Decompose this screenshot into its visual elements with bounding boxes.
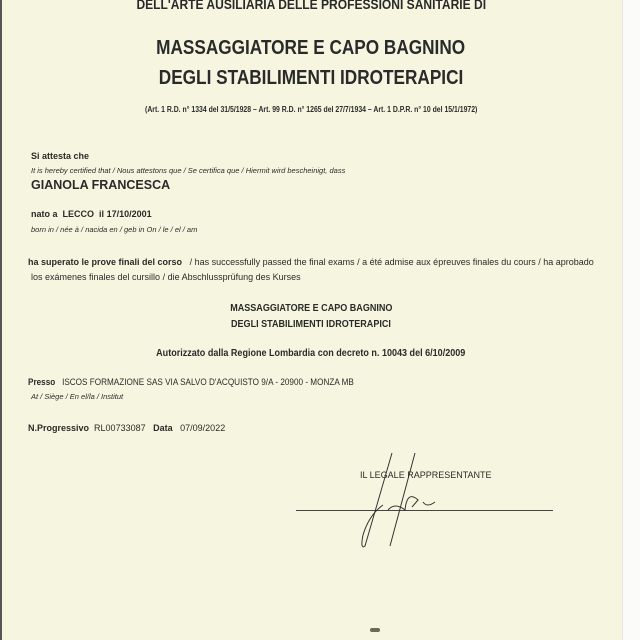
data-value: 07/09/2022	[180, 423, 226, 433]
presso-translation: At / Siège / En el/la / Institut	[31, 392, 124, 401]
born-date-label: il	[99, 209, 105, 219]
passed-translation-2: los exámenes finales del cursillo / die Abschlussprüfung des Kurses	[31, 272, 301, 282]
born-place: LECCO	[62, 209, 95, 219]
course-line2	[0, 318, 622, 330]
born-label: nato a	[31, 209, 58, 219]
authorization-line	[0, 347, 622, 359]
attest-label: Si attesta che	[31, 151, 90, 161]
presso-label: Presso	[28, 377, 56, 388]
passed-label: ha superato le prove finali del corso	[28, 257, 183, 267]
legal-references	[0, 105, 622, 114]
born-translation: born in / née à / nacida en / geb in On / le / el / am	[31, 225, 198, 234]
legal-references-text: (Art. 1 R.D. n° 1334 del 31/5/1928 – Art. 99 R.D. n° 1265 del 27/7/1934 – Art. 1 D.P.R. n° 10 del 15/1/1972)	[144, 105, 478, 114]
scan-edge-right	[622, 0, 640, 640]
certificate-title-line2	[0, 67, 622, 90]
signature-label: IL LEGALE RAPPRESENTANTE	[360, 470, 492, 480]
progressivo-label: N.Progressivo	[28, 423, 90, 433]
title-line1-text: MASSAGGIATORE E CAPO BAGNINO	[156, 37, 466, 59]
handwritten-signature	[355, 450, 465, 550]
birth-line	[31, 209, 152, 219]
progressivo-line	[28, 423, 225, 433]
course-line2-text: DEGLI STABILIMENTI IDROTERAPICI	[231, 318, 391, 330]
title-line2-text: DEGLI STABILIMENTI IDROTERAPICI	[158, 67, 464, 89]
passed-translation-1: / has successfully passed the final exams / a été admise aux épreuves finales du cours / ha aprobado	[189, 257, 594, 267]
passed-line	[28, 257, 594, 267]
recipient-name: GIANOLA FRANCESCA	[31, 178, 171, 192]
authorization-text: Autorizzato dalla Regione Lombardia con decreto n. 10043 del 6/10/2009	[156, 347, 466, 359]
data-label: Data	[153, 423, 173, 433]
born-date: 17/10/2001	[106, 209, 152, 219]
attest-translation: It is hereby certified that / Nous attestons que / Se certifica que / Hiermit wird bescheinigt, dass	[31, 166, 346, 175]
course-line1	[0, 302, 622, 314]
progressivo-value: RL00733087	[94, 423, 146, 433]
header-top-line	[0, 0, 622, 12]
header-top-text: DELL'ARTE AUSILIARIA DELLE PROFESSIONI SANITARIE DI	[136, 0, 486, 12]
presso-value: ISCOS FORMAZIONE SAS VIA SALVO D'ACQUISTO 9/A - 20900 - MONZA MB	[62, 377, 354, 388]
scan-speck	[370, 628, 380, 632]
course-line1-text: MASSAGGIATORE E CAPO BAGNINO	[229, 302, 393, 314]
presso-line	[28, 377, 407, 388]
certificate-title-line1	[0, 37, 622, 60]
